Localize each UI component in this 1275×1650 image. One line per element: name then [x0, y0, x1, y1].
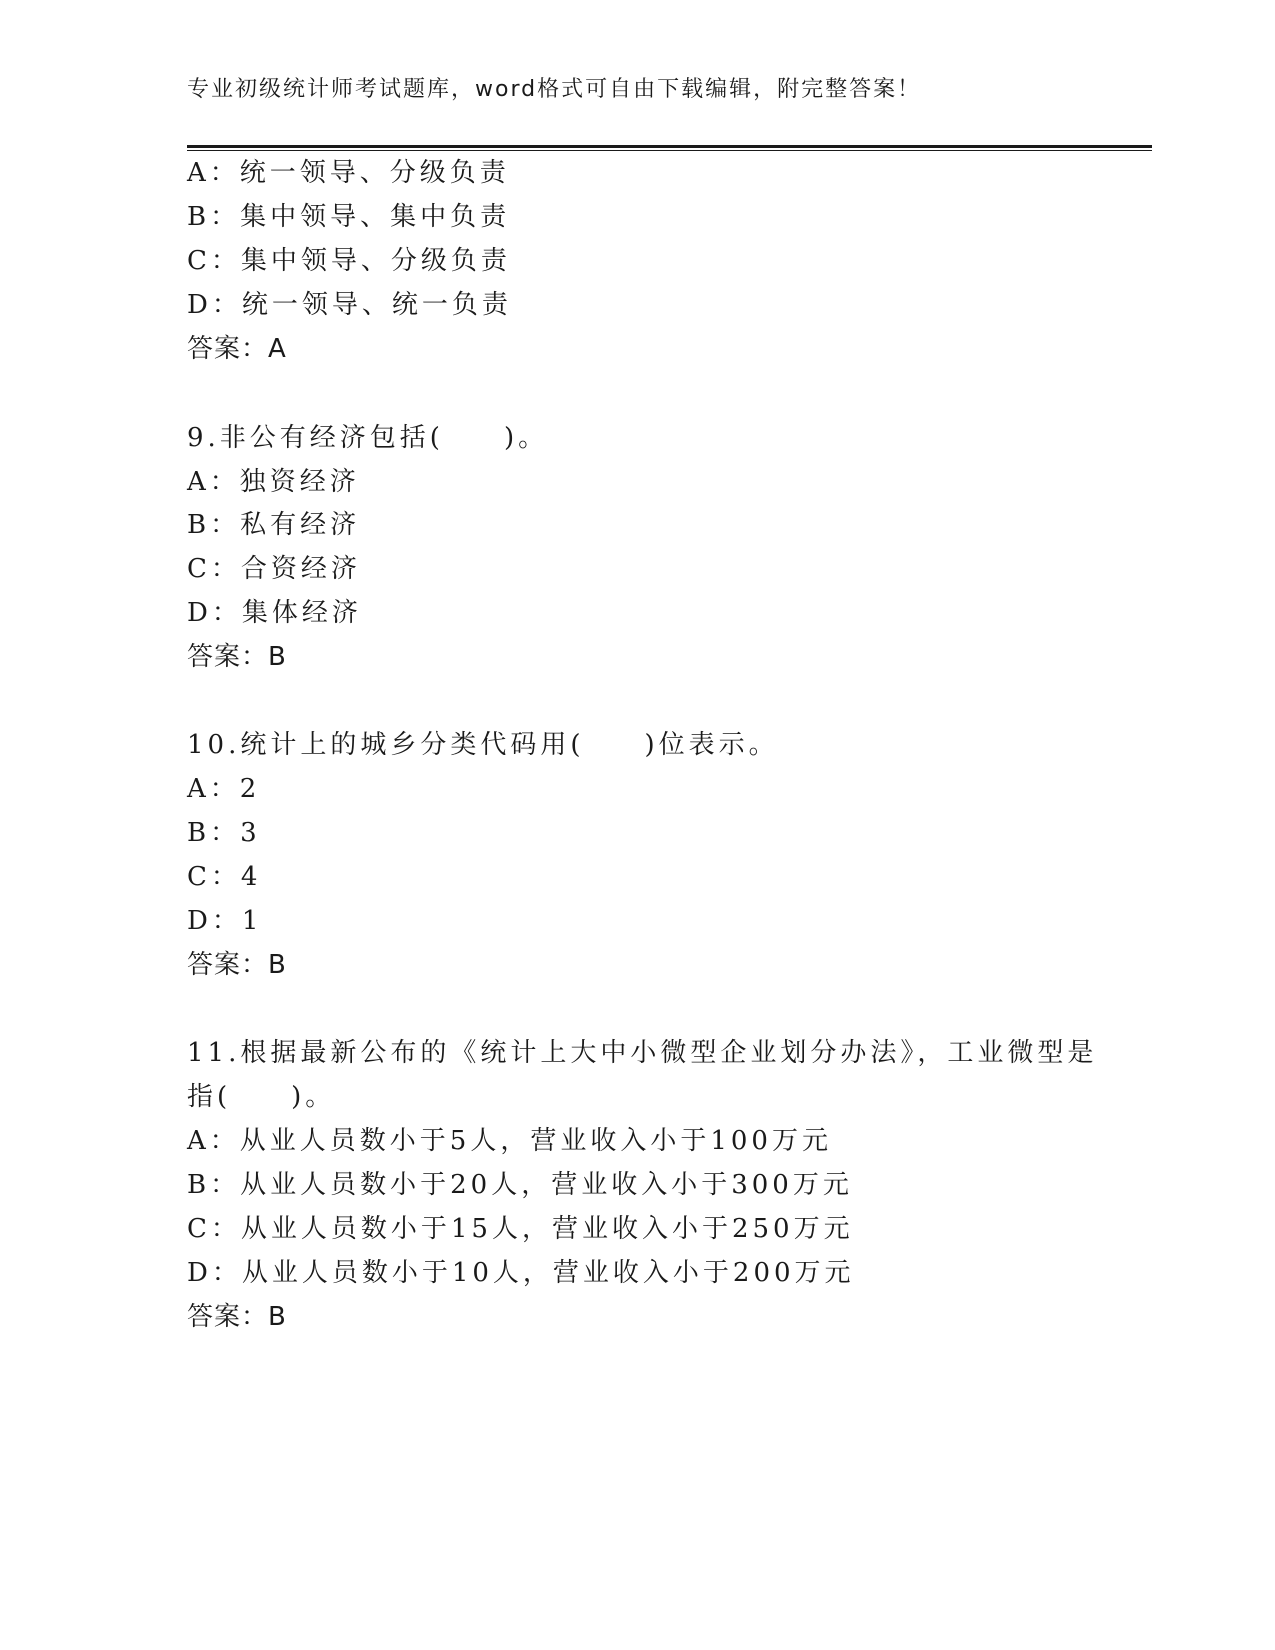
option-a: A：2: [187, 774, 261, 804]
option-c: C：4: [187, 862, 262, 892]
answer-label: 答案：A: [187, 334, 287, 364]
option-b: B：集中领导、集中负责: [187, 202, 511, 232]
option-c: C：集中领导、分级负责: [187, 246, 511, 276]
question-11-line2: 指( )。: [187, 1082, 336, 1112]
option-b: B：3: [187, 818, 261, 848]
option-b: B：私有经济: [187, 510, 361, 540]
option-c: C：从业人员数小于15人，营业收入小于250万元: [187, 1214, 854, 1244]
answer-label: 答案：B: [187, 950, 287, 980]
option-a: A：独资经济: [187, 467, 360, 497]
option-b: B：从业人员数小于20人，营业收入小于300万元: [187, 1170, 853, 1200]
question-9: 9.非公有经济包括( )。: [187, 423, 549, 453]
answer-label: 答案：B: [187, 642, 287, 672]
question-10: 10.统计上的城乡分类代码用( )位表示。: [187, 730, 779, 760]
option-d: D：统一领导、统一负责: [187, 290, 512, 320]
option-d: D：1: [187, 906, 263, 936]
header-rule-thin: [187, 150, 1152, 151]
header-rule-thick: [187, 145, 1152, 148]
option-a: A：从业人员数小于5人，营业收入小于100万元: [187, 1126, 832, 1156]
answer-label: 答案：B: [187, 1302, 287, 1332]
option-c: C：合资经济: [187, 554, 361, 584]
question-11-line1: 11.根据最新公布的《统计上大中小微型企业划分办法》，工业微型是: [187, 1038, 1098, 1068]
option-d: D：从业人员数小于10人，营业收入小于200万元: [187, 1258, 855, 1288]
option-a: A：统一领导、分级负责: [187, 158, 510, 188]
option-d: D：集体经济: [187, 598, 362, 628]
document-header: 专业初级统计师考试题库，word格式可自由下载编辑，附完整答案！: [187, 77, 922, 102]
